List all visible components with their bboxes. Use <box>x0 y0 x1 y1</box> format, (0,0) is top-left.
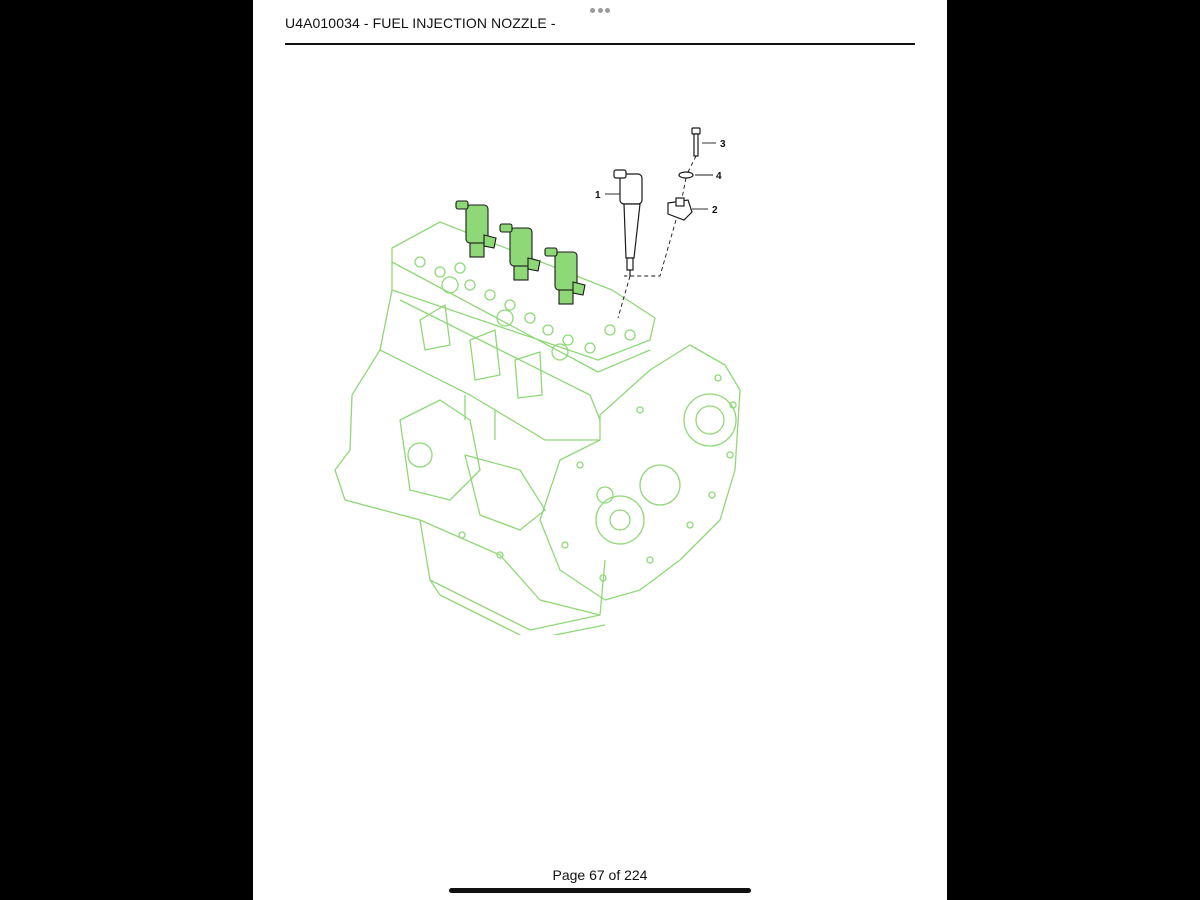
title-divider <box>285 43 915 45</box>
callout-1: 1 <box>595 190 601 201</box>
injector-installed-2 <box>500 224 540 280</box>
page-indicator: Page 67 of 224 <box>552 867 648 883</box>
installed-injectors <box>456 201 585 304</box>
callout-4: 4 <box>716 171 722 182</box>
home-indicator-bar[interactable] <box>449 888 751 893</box>
exploded-parts <box>614 128 700 276</box>
injector-installed-3 <box>545 248 585 304</box>
injector-installed-1 <box>456 201 496 257</box>
washer <box>679 172 693 178</box>
handle-dot <box>598 8 603 13</box>
multitasking-handle[interactable] <box>590 8 610 14</box>
fuel-injection-nozzle <box>614 170 642 276</box>
callout-2: 2 <box>712 205 718 216</box>
handle-dot <box>590 8 595 13</box>
page-title: U4A010034 - FUEL INJECTION NOZZLE - <box>285 15 556 31</box>
exploded-parts-diagram <box>320 115 760 635</box>
clamp-bolt <box>692 128 700 156</box>
callout-3: 3 <box>720 139 726 150</box>
engine-block <box>335 222 740 635</box>
nozzle-clamp <box>668 198 692 220</box>
handle-dot <box>605 8 610 13</box>
